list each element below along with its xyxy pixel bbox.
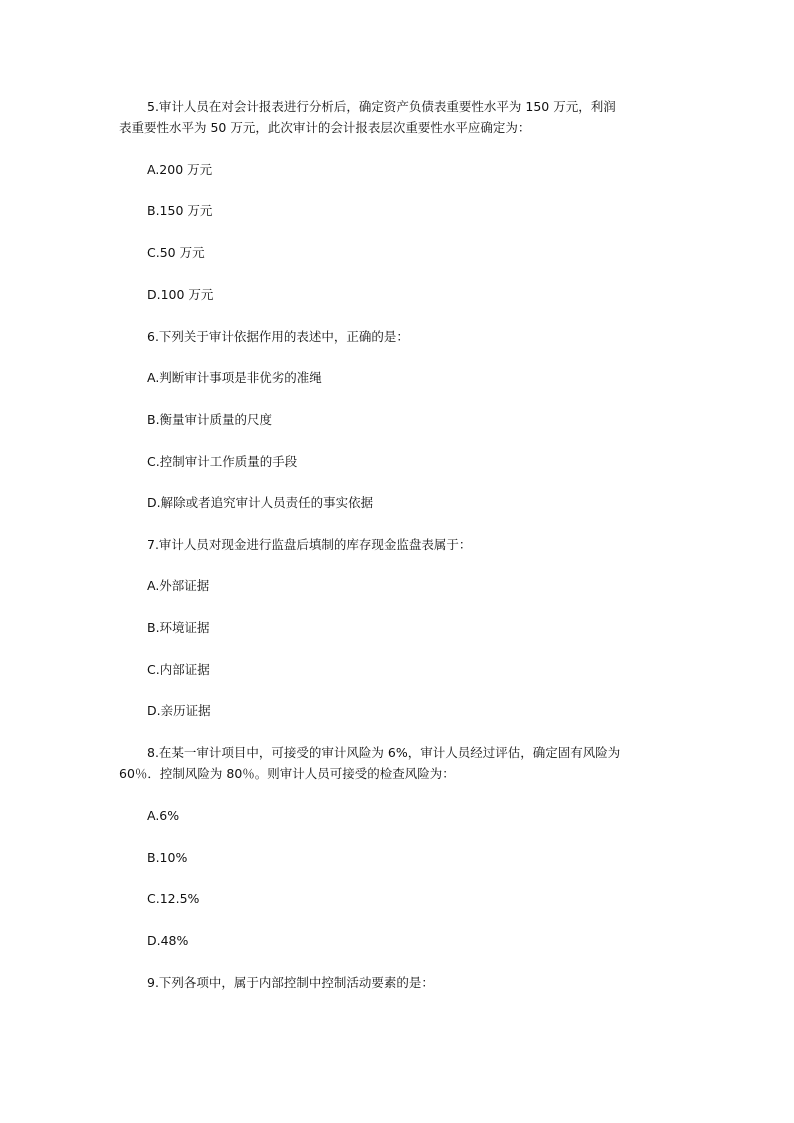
question-6-text: 6.下列关于审计依据作用的表述中，正确的是： bbox=[147, 329, 409, 344]
question-8-option-a: A.6% bbox=[147, 808, 180, 823]
question-5-option-d: D.100 万元 bbox=[147, 287, 214, 302]
question-7-option-b: B.环境证据 bbox=[147, 620, 210, 635]
question-5-option-c: C.50 万元 bbox=[147, 245, 205, 260]
question-7-option-a: A.外部证据 bbox=[147, 578, 210, 593]
question-7-text: 7.审计人员对现金进行监盘后填制的库存现金监盘表属于： bbox=[147, 537, 472, 552]
question-5-text-line-2: 表重要性水平为 50 万元，此次审计的会计报表层次重要性水平应确定为： bbox=[119, 120, 531, 135]
question-5-option-b: B.150 万元 bbox=[147, 203, 213, 218]
question-8-option-b: B.10% bbox=[147, 850, 188, 865]
question-6-option-c: C.控制审计工作质量的手段 bbox=[147, 454, 298, 469]
question-7-option-d: D.亲历证据 bbox=[147, 703, 211, 718]
question-8-option-d: D.48% bbox=[147, 933, 189, 948]
question-8-option-c: C.12.5% bbox=[147, 891, 200, 906]
question-6-option-b: B.衡量审计质量的尺度 bbox=[147, 412, 273, 427]
question-5-option-a: A.200 万元 bbox=[147, 162, 213, 177]
question-6-option-d: D.解除或者追究审计人员责任的事实依据 bbox=[147, 495, 374, 510]
question-8-text-line-1: 8.在某一审计项目中，可接受的审计风险为 6%，审计人员经过评估，确定固有风险为 bbox=[147, 745, 621, 760]
question-5-text-line-1: 5.审计人员在对会计报表进行分析后，确定资产负债表重要性水平为 150 万元，利润 bbox=[147, 99, 616, 114]
question-7-option-c: C.内部证据 bbox=[147, 662, 210, 677]
question-6-option-a: A.判断审计事项是非优劣的准绳 bbox=[147, 370, 322, 385]
question-8-text-line-2: 60％．控制风险为 80％。则审计人员可接受的检查风险为： bbox=[119, 766, 455, 781]
question-9-text: 9.下列各项中，属于内部控制中控制活动要素的是： bbox=[147, 975, 434, 990]
